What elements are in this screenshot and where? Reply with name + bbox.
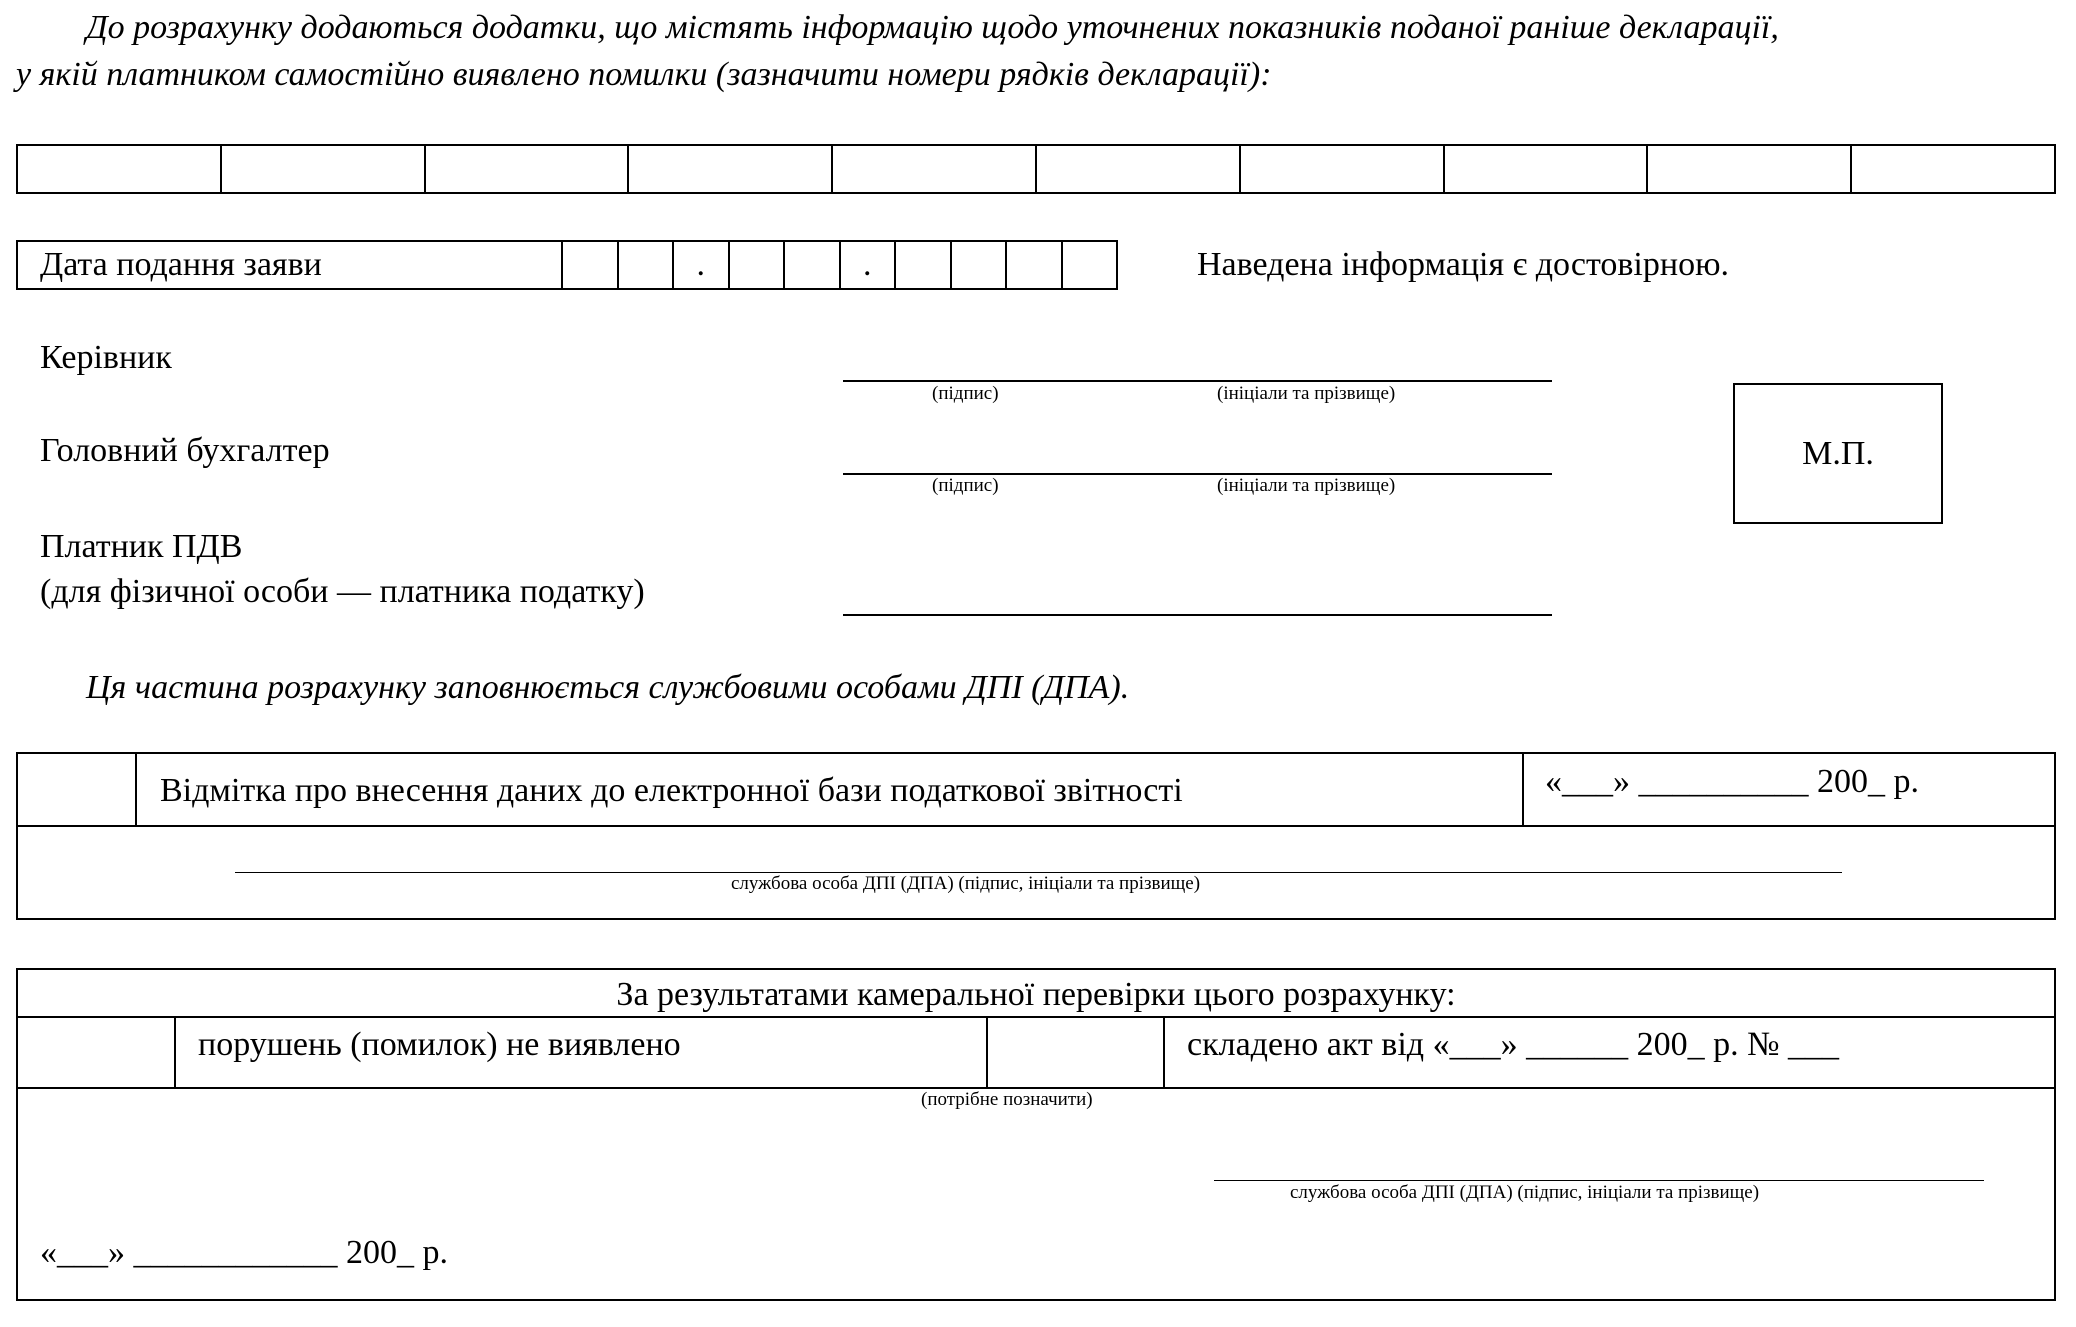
audit-date[interactable]: «___» ____________ 200_ р. (40, 1234, 448, 1271)
registry-date[interactable]: «___» __________ 200_ р. (1545, 763, 1919, 800)
line-number-cell[interactable] (833, 146, 1037, 192)
act-drawn-label[interactable]: складено акт від «___» ______ 200_ р. № ___ (1187, 1026, 1840, 1063)
date-digit-cell[interactable] (1063, 242, 1117, 288)
audit-col-divider (174, 1016, 176, 1087)
act-drawn-checkbox[interactable] (988, 1018, 1162, 1086)
date-digit-cell[interactable] (563, 242, 619, 288)
accountant-label: Головний бухгалтер (40, 432, 330, 469)
registry-divider (16, 825, 2056, 827)
accuracy-statement: Наведена інформація є достовірною. (1197, 246, 1729, 283)
submission-date-label: Дата подання заяви (18, 242, 563, 288)
official-note: Ця частина розрахунку заповнюється службовими особами ДПІ (ДПА). (86, 669, 1130, 706)
date-separator: . (674, 242, 730, 288)
stamp-label: М.П. (1802, 434, 1874, 472)
declaration-lines-grid (16, 144, 2056, 194)
line-number-cell[interactable] (426, 146, 630, 192)
line-number-cell[interactable] (1241, 146, 1445, 192)
audit-official-caption: службова особа ДПІ (ДПА) (підпис, ініціали та прізвище) (1290, 1182, 1760, 1203)
line-number-cell[interactable] (1445, 146, 1649, 192)
date-digit-cell[interactable] (619, 242, 675, 288)
no-violations-label: порушень (помилок) не виявлено (198, 1026, 681, 1063)
registry-label: Відмітка про внесення даних до електронної бази податкової звітності (160, 772, 1183, 809)
date-digit-cell[interactable] (896, 242, 952, 288)
registry-col-divider (135, 752, 137, 825)
head-signature-line[interactable] (843, 380, 1552, 382)
line-number-cell[interactable] (1852, 146, 2054, 192)
registry-col-divider (1522, 752, 1524, 825)
line-number-cell[interactable] (1648, 146, 1852, 192)
intro-line-1: До розрахунку додаються додатки, що містять інформацію щодо уточнених показників поданої раніше декларації, (86, 9, 1779, 46)
signature-caption: (підпис) (932, 383, 999, 404)
payer-label-note: (для фізичної особи — платника податку) (40, 573, 645, 610)
name-caption: (ініціали та прізвище) (1217, 475, 1396, 496)
head-label: Керівник (40, 339, 172, 376)
submission-date-field (16, 240, 1118, 290)
payer-signature-line[interactable] (843, 614, 1552, 616)
line-number-cell[interactable] (222, 146, 426, 192)
no-violations-checkbox[interactable] (16, 1018, 173, 1086)
date-digit-cell[interactable] (952, 242, 1008, 288)
stamp-box (1733, 383, 1943, 524)
name-caption: (ініціали та прізвище) (1217, 383, 1396, 404)
date-separator: . (841, 242, 897, 288)
signature-caption: (підпис) (932, 475, 999, 496)
audit-official-line[interactable] (1214, 1180, 1984, 1181)
date-digit-cell[interactable] (785, 242, 841, 288)
date-digit-cell[interactable] (1007, 242, 1063, 288)
intro-line-2: у якій платником самостійно виявлено помилки (зазначити номери рядків декларації): (16, 56, 1272, 93)
mark-caption: (потрібне позначити) (921, 1089, 1093, 1110)
payer-label: Платник ПДВ (40, 528, 243, 565)
line-number-cell[interactable] (18, 146, 222, 192)
intro-paragraph (16, 4, 2066, 98)
audit-col-divider (1163, 1016, 1165, 1087)
line-number-cell[interactable] (629, 146, 833, 192)
date-digit-cell[interactable] (730, 242, 786, 288)
audit-title: За результатами камеральної перевірки цього розрахунку: (616, 976, 1456, 1013)
registry-official-caption: службова особа ДПІ (ДПА) (підпис, ініціали та прізвище) (731, 873, 1201, 894)
line-number-cell[interactable] (1037, 146, 1241, 192)
